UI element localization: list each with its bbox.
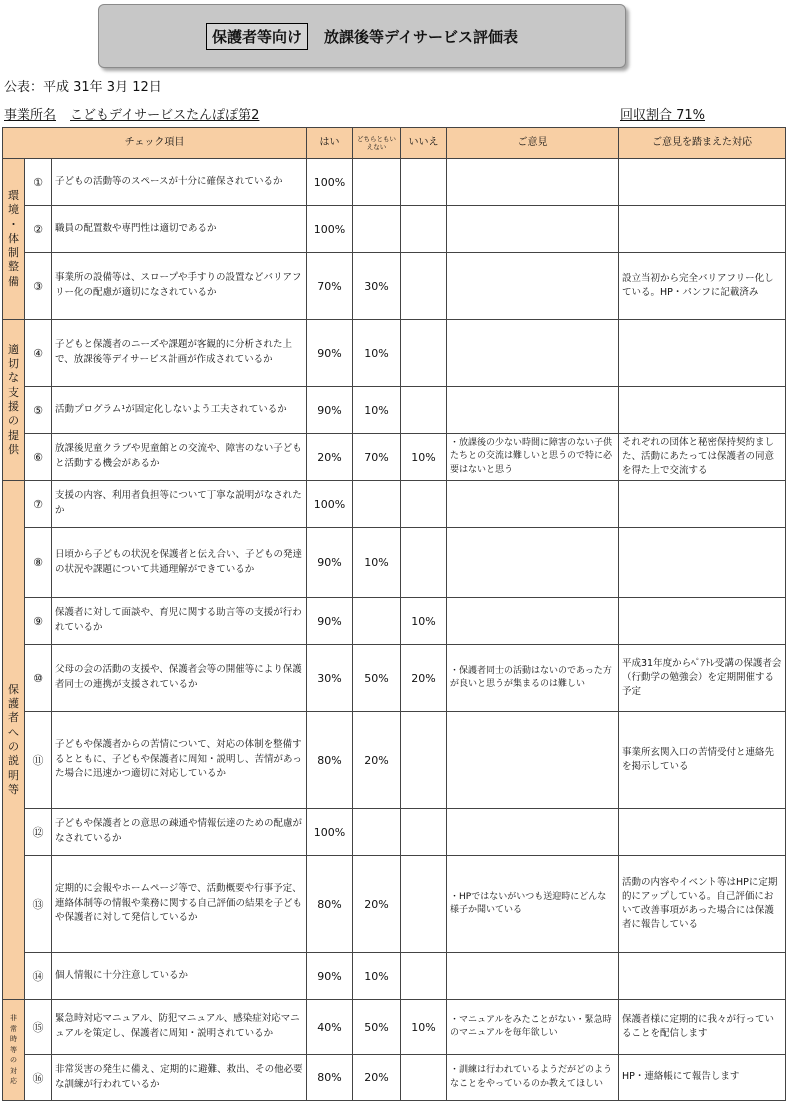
table-row (3, 320, 786, 387)
category-cell: 適 切 な 支 援 の 提 供 (3, 320, 25, 481)
office-label: 事業所名 (4, 108, 57, 123)
neither-percent (353, 598, 401, 645)
response-text: それぞれの団体と秘密保持契約ました、活動にあたっては保護者の同意を得た上で交流する (619, 434, 786, 481)
neither-percent (353, 481, 401, 528)
opinion-text (447, 528, 619, 598)
check-item: 子どもの活動等のスペースが十分に確保されているか (52, 159, 307, 206)
opinion-text (447, 809, 619, 856)
no-percent: 10% (401, 598, 447, 645)
table-row (3, 159, 786, 206)
no-percent: 20% (401, 645, 447, 712)
opinion-text (447, 253, 619, 320)
neither-percent: 20% (353, 856, 401, 953)
check-item: 事業所の設備等は、スロープや手すりの設置などバリアフリー化の配慮が適切になされているか (52, 253, 307, 320)
opinion-text: ・保護者同士の活動はないのであった方が良いと思うが集まるのは難しい (447, 645, 619, 712)
category-cell: 保 護 者 へ の 説 明 等 (3, 481, 25, 1000)
table-row (3, 1055, 786, 1101)
response-text: 平成31年度からﾍﾟｱﾄﾚ受講の保護者会（行動学の勉強会）を定期開催する予定 (619, 645, 786, 712)
check-item: 子どもと保護者のニーズや課題が客観的に分析された上で、放課後等デイサービス計画が作成されているか (52, 320, 307, 387)
neither-percent: 50% (353, 645, 401, 712)
row-number: ⑬ (25, 856, 52, 953)
no-percent (401, 159, 447, 206)
row-number: ⑧ (25, 528, 52, 598)
page-title: 放課後等デイサービス評価表 (324, 27, 518, 46)
neither-percent: 50% (353, 1000, 401, 1055)
col-header-no: いいえ (401, 128, 447, 159)
col-header-yes: はい (307, 128, 353, 159)
row-number: ⑦ (25, 481, 52, 528)
yes-percent: 90% (307, 528, 353, 598)
response-text (619, 387, 786, 434)
neither-percent: 10% (353, 528, 401, 598)
row-number: ⑨ (25, 598, 52, 645)
neither-percent (353, 206, 401, 253)
yes-percent: 90% (307, 387, 353, 434)
check-item: 個人情報に十分注意しているか (52, 953, 307, 1000)
opinion-text: ・訓練は行われているようだがどのようなことをやっているのか教えてほしい (447, 1055, 619, 1101)
yes-percent: 100% (307, 159, 353, 206)
check-item: 父母の会の活動の支援や、保護者会等の開催等により保護者同士の連携が支援されているか (52, 645, 307, 712)
yes-percent: 30% (307, 645, 353, 712)
table-row (3, 598, 786, 645)
col-header-neither: どちらともいえない (353, 128, 401, 159)
opinion-text (447, 481, 619, 528)
check-item: 緊急時対応マニュアル、防犯マニュアル、感染症対応マニュアルを策定し、保護者に周知・説明されているか (52, 1000, 307, 1055)
response-text (619, 206, 786, 253)
response-text: 設立当初から完全バリアフリー化している。HP・パンフに記載済み (619, 253, 786, 320)
yes-percent: 80% (307, 1055, 353, 1101)
neither-percent: 10% (353, 320, 401, 387)
table-row (3, 809, 786, 856)
check-item: 支援の内容、利用者負担等について丁寧な説明がなされたか (52, 481, 307, 528)
check-item: 非常災害の発生に備え、定期的に避難、救出、その他必要な訓練が行われているか (52, 1055, 307, 1101)
col-header-opinion: ご意見 (447, 128, 619, 159)
response-text (619, 320, 786, 387)
row-number: ⑮ (25, 1000, 52, 1055)
yes-percent: 100% (307, 206, 353, 253)
neither-percent (353, 809, 401, 856)
col-header-item: チェック項目 (3, 128, 307, 159)
response-text: HP・連絡帳にて報告します (619, 1055, 786, 1101)
response-text: 保護者様に定期的に我々が行っていることを配信します (619, 1000, 786, 1055)
response-text (619, 159, 786, 206)
check-item: 子どもや保護者からの苦情について、対応の体制を整備するとともに、子どもや保護者に周知・説明し、苦情があった場合に迅速かつ適切に対応しているか (52, 712, 307, 809)
neither-percent: 20% (353, 712, 401, 809)
response-text (619, 953, 786, 1000)
yes-percent: 90% (307, 598, 353, 645)
response-text (619, 809, 786, 856)
row-number: ⑩ (25, 645, 52, 712)
check-item: 定期的に会報やホームページ等で、活動概要や行事予定、連絡体制等の情報や業務に関する自己評価の結果を子どもや保護者に対して発信しているか (52, 856, 307, 953)
opinion-text (447, 712, 619, 809)
check-item: 日頃から子どもの状況を保護者と伝え合い、子どもの発達の状況や課題について共通理解ができているか (52, 528, 307, 598)
opinion-text: ・マニュアルをみたことがない・緊急時のマニュアルを毎年欲しい (447, 1000, 619, 1055)
no-percent (401, 320, 447, 387)
yes-percent: 20% (307, 434, 353, 481)
row-number: ⑯ (25, 1055, 52, 1101)
no-percent (401, 953, 447, 1000)
table-row (3, 387, 786, 434)
office-name: こどもデイサービスたんぽぽ第2 (70, 108, 260, 123)
row-number: ② (25, 206, 52, 253)
table-row (3, 953, 786, 1000)
table-row (3, 528, 786, 598)
neither-percent: 20% (353, 1055, 401, 1101)
title-box (98, 4, 626, 68)
check-item: 保護者に対して面談や、育児に関する助言等の支援が行われているか (52, 598, 307, 645)
no-percent: 10% (401, 1000, 447, 1055)
row-number: ⑫ (25, 809, 52, 856)
check-item: 子どもや保護者との意思の疎通や情報伝達のための配慮がなされているか (52, 809, 307, 856)
no-percent (401, 1055, 447, 1101)
row-number: ③ (25, 253, 52, 320)
office-line (4, 104, 259, 123)
table-row (3, 481, 786, 528)
opinion-text (447, 320, 619, 387)
table-row (3, 856, 786, 953)
collection-rate: 回収割合 71% (620, 108, 706, 123)
category-cell: 非 常 時 等 の 対 応 (3, 1000, 25, 1101)
opinion-text: ・放課後の少ない時間に障害のない子供たちとの交流は難しいと思うので特に必要はないと思う (447, 434, 619, 481)
table-row (3, 712, 786, 809)
row-number: ⑤ (25, 387, 52, 434)
opinion-text (447, 953, 619, 1000)
published-date: 公表：平成 31年 3月 12日 (4, 80, 162, 95)
row-number: ⑥ (25, 434, 52, 481)
response-text (619, 598, 786, 645)
row-number: ① (25, 159, 52, 206)
neither-percent: 10% (353, 953, 401, 1000)
opinion-text (447, 206, 619, 253)
row-number: ⑪ (25, 712, 52, 809)
yes-percent: 40% (307, 1000, 353, 1055)
response-text (619, 528, 786, 598)
no-percent (401, 856, 447, 953)
table-row (3, 1000, 786, 1055)
neither-percent: 30% (353, 253, 401, 320)
check-item: 職員の配置数や専門性は適切であるか (52, 206, 307, 253)
yes-percent: 90% (307, 320, 353, 387)
response-text (619, 481, 786, 528)
table-row (3, 434, 786, 481)
yes-percent: 90% (307, 953, 353, 1000)
neither-percent: 10% (353, 387, 401, 434)
yes-percent: 100% (307, 481, 353, 528)
category-cell: 環 境 ・ 体 制 整 備 (3, 159, 25, 320)
no-percent: 10% (401, 434, 447, 481)
neither-percent (353, 159, 401, 206)
yes-percent: 80% (307, 712, 353, 809)
evaluation-table (2, 127, 786, 1101)
opinion-text (447, 598, 619, 645)
response-text: 活動の内容やイベント等はHPに定期的にアップしている。自己評価において改善事項があった場合には保護者に報告している (619, 856, 786, 953)
opinion-text: ・HPではないがいつも送迎時にどんな様子か聞いている (447, 856, 619, 953)
response-text: 事業所玄関入口の苦情受付と連絡先を掲示している (619, 712, 786, 809)
no-percent (401, 712, 447, 809)
no-percent (401, 387, 447, 434)
check-item: 活動プログラム¹が固定化しないよう工夫されているか (52, 387, 307, 434)
no-percent (401, 253, 447, 320)
yes-percent: 100% (307, 809, 353, 856)
opinion-text (447, 159, 619, 206)
audience-badge: 保護者等向け (206, 23, 308, 50)
yes-percent: 70% (307, 253, 353, 320)
neither-percent: 70% (353, 434, 401, 481)
no-percent (401, 528, 447, 598)
no-percent (401, 206, 447, 253)
check-item: 放課後児童クラブや児童館との交流や、障害のない子どもと活動する機会があるか (52, 434, 307, 481)
no-percent (401, 809, 447, 856)
col-header-response: ご意見を踏まえた対応 (619, 128, 786, 159)
table-row (3, 253, 786, 320)
opinion-text (447, 387, 619, 434)
yes-percent: 80% (307, 856, 353, 953)
header-row (3, 128, 786, 159)
table-row (3, 206, 786, 253)
row-number: ④ (25, 320, 52, 387)
no-percent (401, 481, 447, 528)
table-row (3, 645, 786, 712)
row-number: ⑭ (25, 953, 52, 1000)
